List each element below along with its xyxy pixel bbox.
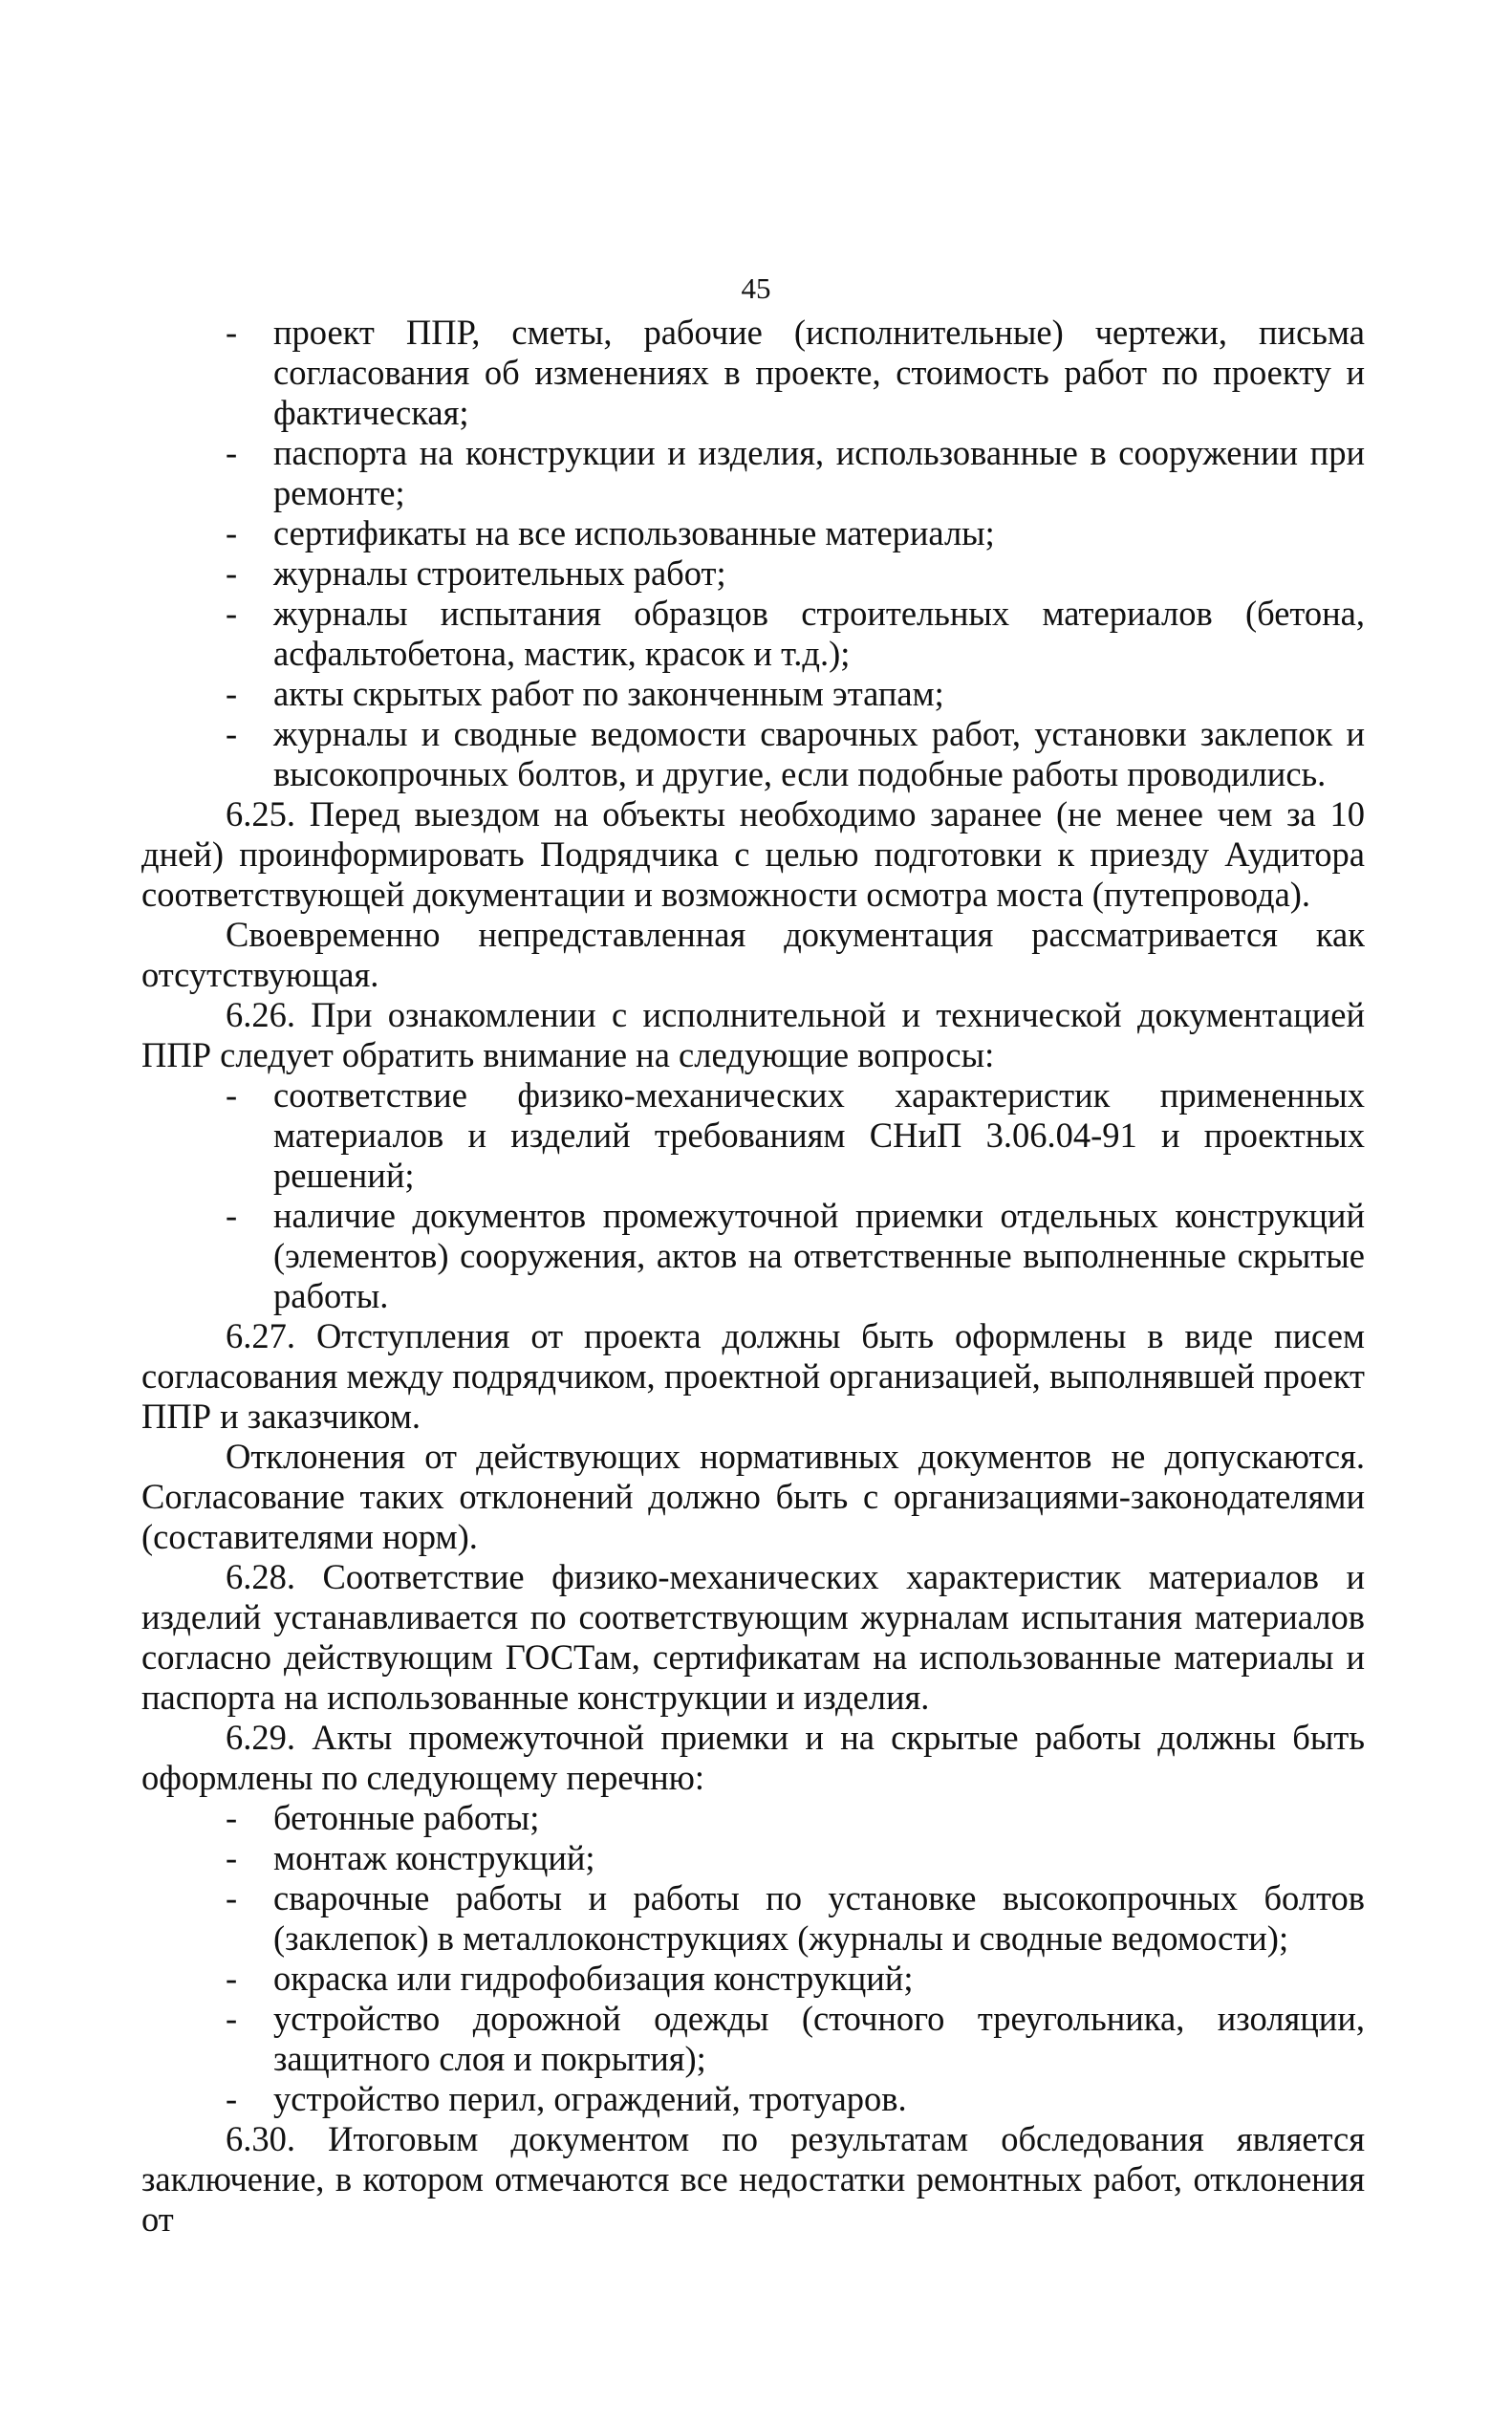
list-item: - сертификаты на все использованные материалы; <box>141 513 1365 553</box>
list-item: - сварочные работы и работы по установке высокопрочных болтов (заклепок) в металлоконструкциях (журналы и сводные ведомости); <box>141 1878 1365 1959</box>
page-body <box>141 313 1365 2240</box>
list-item: - монтаж конструкций; <box>141 1838 1365 1878</box>
list-item: - соответствие физико-механических характеристик примененных материалов и изделий требованиям СНиП 3.06.04-91 и проектных решений; <box>141 1075 1365 1196</box>
paragraph-deviations: Отклонения от действующих нормативных документов не допускаются. Согласование таких отклонений должно быть с организациями-законодателями (составителями норм). <box>141 1437 1365 1556</box>
list-item: - устройство перил, ограждений, тротуаров. <box>141 2079 1365 2119</box>
paragraph-6-28: 6.28. Соответствие физико-механических характеристик материалов и изделий устанавливается по соответствующим журналам испытания материалов согласно действующим ГОСТам, сертификатам на использованные материалы и паспорта на использованные конструкции и изделия. <box>141 1557 1365 1717</box>
paragraph-late-docs: Своевременно непредставленная документация рассматривается как отсутствующая. <box>141 915 1365 994</box>
paragraph-6-26: 6.26. При ознакомлении с исполнительной и технической документацией ППР следует обратить внимание на следующие вопросы: <box>141 995 1365 1074</box>
paragraph-6-29: 6.29. Акты промежуточной приемки и на скрытые работы должны быть оформлены по следующему перечню: <box>141 1718 1365 1797</box>
paragraph-6-30: 6.30. Итоговым документом по результатам обследования является заключение, в котором отмечаются все недостатки ремонтных работ, отклонения от <box>141 2119 1365 2239</box>
list-item: - акты скрытых работ по законченным этапам; <box>141 674 1365 714</box>
list-item: - журналы и сводные ведомости сварочных работ, установки заклепок и высокопрочных болтов, и другие, если подобные работы проводились. <box>141 714 1365 794</box>
list-item: - окраска или гидрофобизация конструкций; <box>141 1959 1365 1999</box>
list-item: - паспорта на конструкции и изделия, использованные в сооружении при ремонте; <box>141 433 1365 513</box>
document-list-2 <box>141 1075 1365 1316</box>
document-list-3 <box>141 1798 1365 2119</box>
list-item: - устройство дорожной одежды (сточного треугольника, изоляции, защитного слоя и покрытия); <box>141 1999 1365 2079</box>
document-list-1 <box>141 313 1365 794</box>
list-item: - проект ППР, сметы, рабочие (исполнительные) чертежи, письма согласования об изменениях в проекте, стоимость работ по проекту и фактическая; <box>141 313 1365 433</box>
list-item: - журналы строительных работ; <box>141 553 1365 594</box>
page-number: 45 <box>741 271 771 305</box>
list-item: - журналы испытания образцов строительных материалов (бетона, асфальтобетона, мастик, красок и т.д.); <box>141 594 1365 674</box>
paragraph-6-27: 6.27. Отступления от проекта должны быть оформлены в виде писем согласования между подрядчиком, проектной организацией, выполнявшей проект ППР и заказчиком. <box>141 1316 1365 1436</box>
paragraph-6-25: 6.25. Перед выездом на объекты необходимо заранее (не менее чем за 10 дней) проинформировать Подрядчика с целью подготовки к приезду Аудитора соответствующей документации и возможности осмотра моста (путепровода). <box>141 794 1365 914</box>
list-item: - бетонные работы; <box>141 1798 1365 1838</box>
list-item: - наличие документов промежуточной приемки отдельных конструкций (элементов) сооружения, актов на ответственные выполненные скрытые работы. <box>141 1196 1365 1316</box>
